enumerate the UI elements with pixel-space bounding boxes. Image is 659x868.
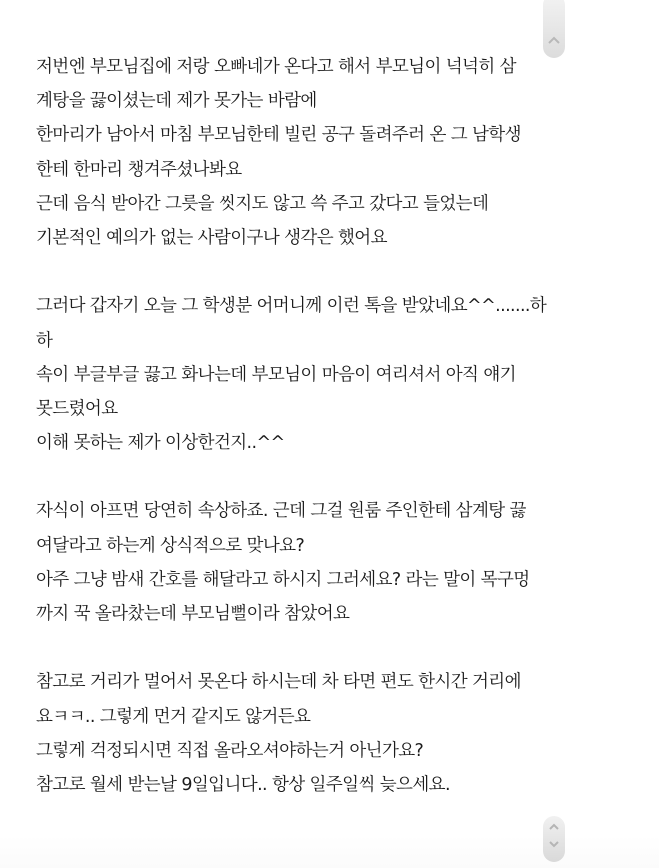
text-line: 이해 못하는 제가 이상한건지..^^ <box>36 433 285 454</box>
text-line: 근데 음식 받아간 그릇을 씻지도 않고 쓱 주고 갔다고 들었는데 <box>36 193 489 214</box>
chevron-updown-icon <box>547 823 561 837</box>
text-line: 그러다 갑자기 오늘 그 학생분 어머니께 이런 톡을 받았네요^^.......하 <box>36 296 547 317</box>
text-line: 요ㅋㅋ.. 그렇게 먼거 같지도 않거든요 <box>36 706 311 727</box>
paragraph-gap <box>36 460 596 494</box>
text-line: 아주 그냥 밤새 간호를 해달라고 하시지 그러세요? 라는 말이 목구멍 <box>36 569 530 590</box>
text-line: 까지 꾹 올라찼는데 부모님뻘이라 참았어요 <box>36 604 350 624</box>
text-line: 참고로 거리가 멀어서 못온다 하시는데 차 타면 편도 한시간 거리에 <box>36 672 521 693</box>
text-line: 못드렸어요 <box>36 398 118 419</box>
paragraph-gap <box>36 631 596 665</box>
post-body <box>36 50 596 802</box>
scroll-down-handle[interactable] <box>543 816 565 862</box>
text-line: 여달라고 하는게 상식적으로 맞나요? <box>36 535 305 556</box>
text-line: 참고로 월세 받는날 9일입니다.. 항상 일주일씩 늦으세요. <box>36 774 450 795</box>
chevron-down-icon <box>547 838 561 852</box>
paragraph <box>36 50 596 255</box>
paragraph <box>36 665 596 802</box>
text-line: 한테 한마리 챙겨주셨나봐요 <box>36 159 242 180</box>
text-line: 속이 부글부글 끓고 화나는데 부모님이 마음이 여리셔서 아직 얘기 <box>36 364 516 385</box>
text-line: 기본적인 예의가 없는 사람이구나 생각은 했어요 <box>36 227 387 248</box>
paragraph <box>36 494 596 631</box>
text-line: 계탕을 끓이셨는데 제가 못가는 바람에 <box>36 91 317 112</box>
text-line: 그렇게 걱정되시면 직접 올라오셔야하는거 아닌가요? <box>36 740 424 761</box>
paragraph-gap <box>36 255 596 289</box>
chevron-up-icon <box>547 34 561 48</box>
text-line: 저번엔 부모님집에 저랑 오빠네가 온다고 해서 부모님이 넉넉히 삼 <box>36 57 516 77</box>
text-line: 하 <box>36 330 53 351</box>
text-line: 한마리가 남아서 마침 부모님한테 빌린 공구 돌려주러 온 그 남학생 <box>36 125 521 146</box>
text-line: 자식이 아프면 당연히 속상하죠. 근데 그걸 원룸 주인한테 삼계탕 끓 <box>36 501 526 522</box>
paragraph <box>36 289 596 460</box>
